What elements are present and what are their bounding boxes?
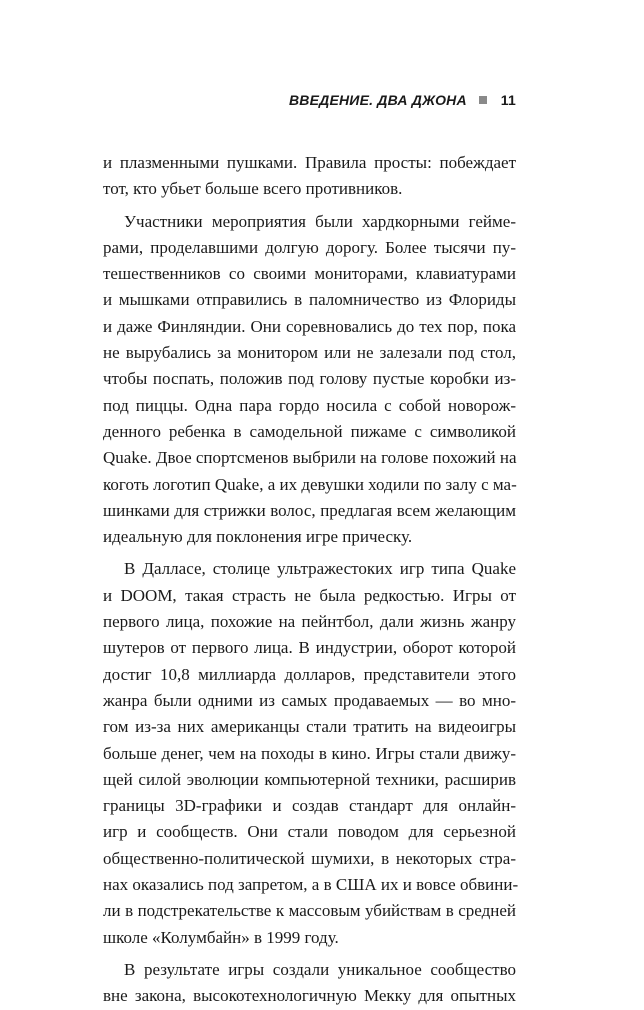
text-line: и DOOM, такая страсть не была редкостью. Игры от [103, 585, 516, 605]
running-head [289, 92, 516, 108]
text-line: не вырубались за монитором или не залезали под стол, [103, 343, 516, 363]
paragraph [103, 556, 519, 950]
text-line: Quake. Двое спортсменов выбрили на голове похожий на [103, 448, 517, 468]
text-line: Участники мероприятия были хардкорными гейме- [124, 211, 516, 231]
text-line: В Далласе, столице ультражестоких игр типа Quake [124, 559, 516, 579]
text-line: жанра были одними из самых продаваемых — во мно- [103, 690, 516, 710]
text-line: и даже Финляндии. Они соревновались до тех пор, пока [103, 316, 516, 336]
text-line: денного ребенка в самодельной пижаме с символикой [103, 421, 516, 441]
text-line: достиг 10,8 миллиарда долларов, представители этого [103, 664, 516, 684]
text-line: В результате игры создали уникальное сообщество [124, 959, 516, 979]
text-line: тот, кто убьет больше всего противников. [103, 179, 403, 199]
text-line: первого лица, похожие на пейнтбол, дали жизнь жанру [103, 612, 516, 632]
paragraph [103, 209, 516, 551]
text-line: больше денег, чем на походы в кино. Игры стали движу- [103, 743, 516, 763]
square-separator-icon [479, 96, 487, 104]
paragraph [103, 150, 516, 203]
body-text [103, 150, 519, 1010]
text-line: ли в подстрекательстве к массовым убийствам в средней [103, 901, 516, 921]
text-line: идеальную для поклонения игре прическу. [103, 527, 413, 547]
text-line: тешественников со своими мониторами, клавиатурами [103, 264, 516, 284]
text-line: щей силой эволюции компьютерной техники, расширив [103, 769, 516, 789]
text-line: чтобы поспать, положив под голову пустые коробки из- [103, 369, 516, 389]
text-line: шинками для стрижки волос, предлагая всем желающим [103, 500, 516, 520]
text-line: границы 3D-графики и создав стандарт для онлайн- [103, 796, 516, 816]
text-line: под пиццы. Одна пара гордо носила с собой новорож- [103, 395, 516, 415]
chapter-title: ВВЕДЕНИЕ. ДВА ДЖОНА [288, 92, 467, 108]
text-line: и плазменными пушками. Правила просты: побеждает [103, 153, 516, 172]
text-line: игр и сообществ. Они стали поводом для серьезной [103, 822, 516, 842]
text-line: нах оказались под запретом, а в США их и вовсе обвини- [103, 875, 519, 895]
text-line: шутеров от первого лица. В индустрии, оборот которой [103, 638, 516, 658]
text-line: вне закона, высокотехнологичную Мекку для опытных [103, 986, 516, 1006]
text-line: коготь логотип Quake, а их девушки ходили по залу с ма- [103, 474, 517, 494]
text-line: и мышками отправились в паломничество из Флориды [103, 290, 516, 310]
page-number: 11 [500, 92, 516, 108]
text-line: гом из-за них американцы стали тратить на видеоигры [103, 717, 516, 737]
text-line: школе «Колумбайн» в 1999 году. [103, 927, 339, 947]
text-line: рами, проделавшими долгую дорогу. Более тысячи пу- [103, 237, 516, 257]
text-line: общественно-политической шумихи, в некоторых стра- [103, 848, 516, 868]
paragraph [103, 957, 516, 1010]
